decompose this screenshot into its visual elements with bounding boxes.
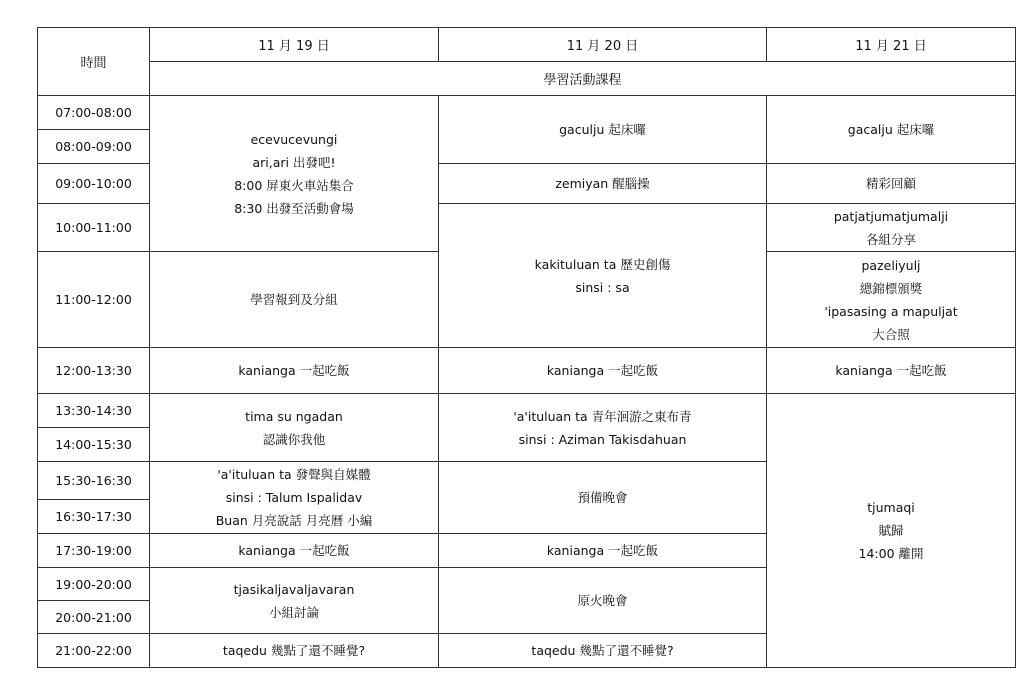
cell-line: tima su ngadan bbox=[245, 408, 343, 424]
day1-introductions bbox=[150, 394, 439, 462]
day1-dinner: kanianga 一起吃飯 bbox=[150, 534, 439, 568]
day2-lunch: kanianga 一起吃飯 bbox=[439, 348, 767, 394]
day3-lunch: kanianga 一起吃飯 bbox=[767, 348, 1016, 394]
subtitle-row bbox=[38, 62, 1016, 96]
time-slot: 14:00-15:30 bbox=[38, 428, 150, 462]
cell-line: 認識你我他 bbox=[262, 431, 326, 447]
time-slot: 10:00-11:00 bbox=[38, 204, 150, 252]
cell-line: sinsi : sa bbox=[575, 279, 630, 295]
cell-line: tjasikaljavaljavaran bbox=[233, 581, 355, 597]
table-row bbox=[38, 96, 1016, 130]
day3-farewell bbox=[767, 394, 1016, 668]
time-slot: 19:00-20:00 bbox=[38, 568, 150, 601]
time-slot: 12:00-13:30 bbox=[38, 348, 150, 394]
cell-line: 各組分享 bbox=[865, 231, 916, 247]
cell-line: 大合照 bbox=[872, 326, 910, 342]
cell-line: ari,ari 出發吧! bbox=[252, 154, 336, 170]
header-row bbox=[38, 28, 1016, 62]
time-slot: 16:30-17:30 bbox=[38, 500, 150, 534]
cell-line: 總錦標頒獎 bbox=[859, 280, 923, 296]
day2-exercise: zemiyan 醒腦操 bbox=[439, 164, 767, 204]
time-slot: 09:00-10:00 bbox=[38, 164, 150, 204]
cell-line: tjumaqi bbox=[867, 500, 915, 515]
cell-line: 賦歸 bbox=[878, 523, 904, 538]
cell-line: 8:00 屏東火車站集合 bbox=[234, 177, 354, 193]
cell-line: kakituluan ta 歷史創傷 bbox=[534, 256, 671, 272]
day-header-3: 11 月 21 日 bbox=[767, 28, 1016, 62]
day3-awards bbox=[767, 252, 1016, 348]
schedule-subtitle: 學習活動課程 bbox=[150, 62, 1016, 96]
day1-media-session bbox=[150, 462, 439, 534]
day2-party-prep: 預備晚會 bbox=[439, 462, 767, 534]
cell-line: ecevucevungi bbox=[250, 131, 338, 147]
cell-line: pazeliyulj bbox=[861, 257, 921, 273]
table-row bbox=[38, 394, 1016, 428]
time-slot: 20:00-21:00 bbox=[38, 601, 150, 634]
day1-checkin: 學習報到及分組 bbox=[150, 252, 439, 348]
day-header-2: 11 月 20 日 bbox=[439, 28, 767, 62]
time-slot: 13:30-14:30 bbox=[38, 394, 150, 428]
cell-line: 'a'ituluan ta 青年洄游之東布青 bbox=[513, 408, 692, 424]
day2-youth-session bbox=[439, 394, 767, 462]
cell-line: 小組討論 bbox=[268, 604, 319, 620]
cell-line: Buan 月亮說話 月亮曆 小編 bbox=[215, 513, 373, 528]
time-slot: 21:00-22:00 bbox=[38, 634, 150, 668]
cell-line: sinsi : Aziman Takisdahuan bbox=[518, 431, 687, 447]
cell-line: 8:30 出發至活動會場 bbox=[234, 200, 354, 216]
day1-night: taqedu 幾點了還不睡覺? bbox=[150, 634, 439, 668]
day1-morning-departure bbox=[150, 96, 439, 252]
time-slot: 15:30-16:30 bbox=[38, 462, 150, 500]
day2-history-session bbox=[439, 204, 767, 348]
day2-wakeup: gaculju 起床囉 bbox=[439, 96, 767, 164]
cell-line: 14:00 離開 bbox=[858, 546, 924, 561]
time-slot: 17:30-19:00 bbox=[38, 534, 150, 568]
day2-dinner: kanianga 一起吃飯 bbox=[439, 534, 767, 568]
day2-night: taqedu 幾點了還不睡覺? bbox=[439, 634, 767, 668]
time-column-header: 時間 bbox=[38, 28, 150, 96]
cell-line: 'ipasasing a mapuljat bbox=[824, 303, 958, 319]
table-row bbox=[38, 348, 1016, 394]
day3-group-share bbox=[767, 204, 1016, 252]
day2-evening-party: 原火晚會 bbox=[439, 568, 767, 634]
day3-review: 精彩回顧 bbox=[767, 164, 1016, 204]
day1-group-discussion bbox=[150, 568, 439, 634]
cell-line: 'a'ituluan ta 發聲與自媒體 bbox=[217, 467, 371, 482]
day3-wakeup: gacalju 起床囉 bbox=[767, 96, 1016, 164]
day1-lunch: kanianga 一起吃飯 bbox=[150, 348, 439, 394]
time-slot: 11:00-12:00 bbox=[38, 252, 150, 348]
day-header-1: 11 月 19 日 bbox=[150, 28, 439, 62]
cell-line: patjatjumatjumalji bbox=[833, 208, 949, 224]
time-slot: 07:00-08:00 bbox=[38, 96, 150, 130]
time-slot: 08:00-09:00 bbox=[38, 130, 150, 164]
cell-line: sinsi : Talum Ispalidav bbox=[225, 490, 363, 505]
schedule-table bbox=[37, 27, 1016, 668]
